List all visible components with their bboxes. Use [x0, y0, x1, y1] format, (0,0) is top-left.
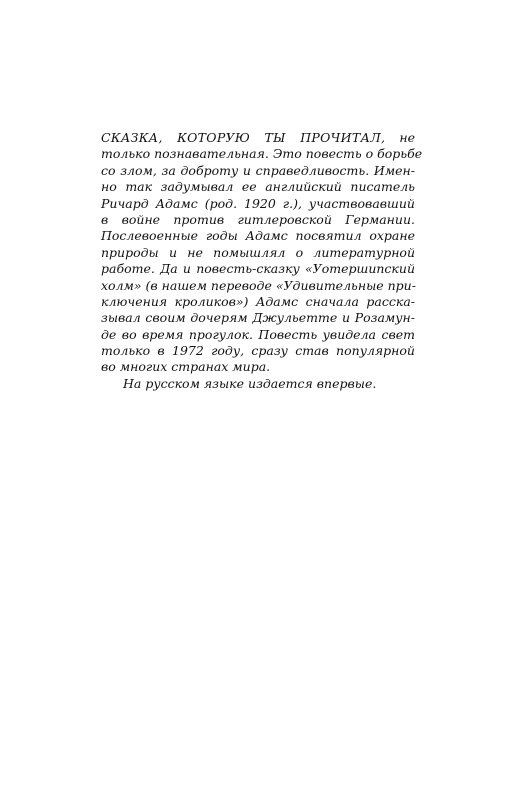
annotation-line-1 — [101, 130, 415, 146]
annotation-line-15: во многих странах мира. — [101, 359, 271, 375]
annotation-line-5: Ричард Адамс (род. 1920 г.), участвовавший — [101, 195, 415, 211]
annotation-line-9: работе. Да и повесть-сказку «Уотершипский — [101, 261, 415, 277]
annotation-line-12: зывал своим дочерям Джульетте и Розамун- — [101, 310, 415, 326]
annotation-line-13: де во время прогулок. Повесть увидела свет — [101, 326, 415, 342]
annotation-line-2: только познавательная. Это повесть о борьбе — [101, 146, 423, 162]
annotation-line-1-rest: не — [385, 130, 415, 145]
annotation-lead: СКАЗКА, КОТОРУЮ ТЫ ПРОЧИТАЛ, — [101, 130, 386, 145]
annotation-line-8: природы и не помышлял о литературной — [101, 244, 415, 260]
annotation-line-14: только в 1972 году, сразу став популярной — [101, 343, 415, 359]
annotation-line-4: но так задумывал ее английский писатель — [101, 179, 415, 195]
annotation-line-3: со злом, за доброту и справедливость. Имен- — [101, 162, 415, 178]
annotation-line-6: в войне против гитлеровской Германии. — [101, 211, 415, 227]
annotation-line-11: ключения кроликов») Адамс сначала расска- — [101, 293, 415, 309]
annotation-closing-line: На русском языке издается впервые. — [123, 375, 377, 391]
annotation-line-10: холм» (в нашем переводе «Удивительные при- — [101, 277, 416, 293]
annotation-text — [101, 130, 423, 392]
annotation-line-7: Послевоенные годы Адамс посвятил охране — [101, 228, 415, 244]
